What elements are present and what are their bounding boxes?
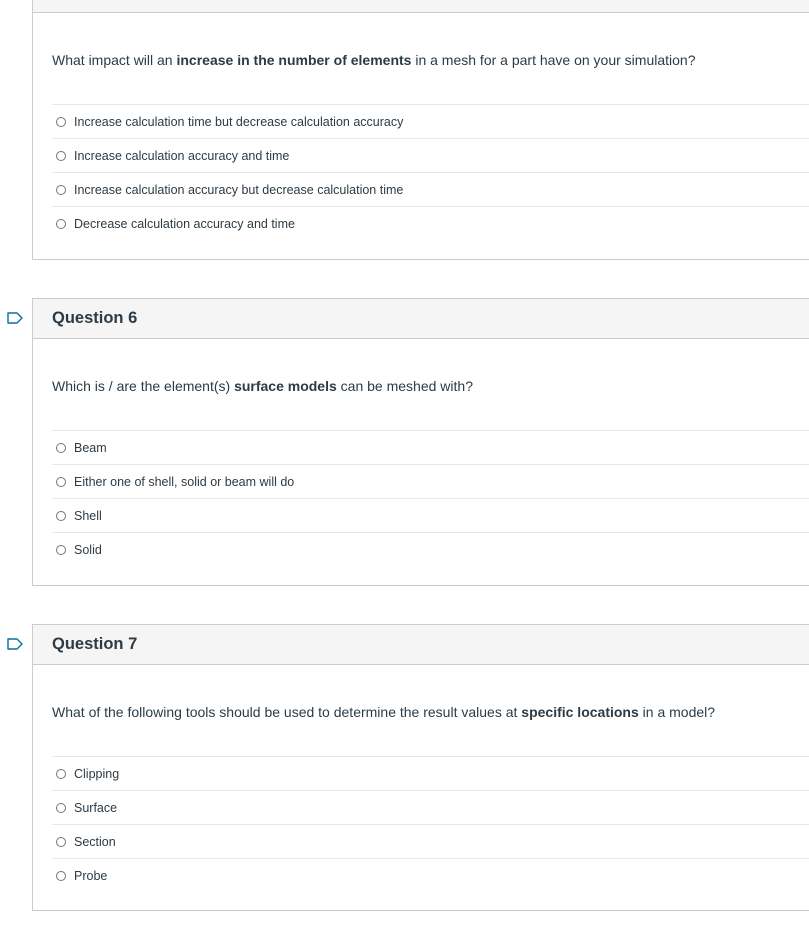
radio-button[interactable] bbox=[56, 477, 66, 487]
question-7-header bbox=[33, 625, 809, 665]
question-5-answers bbox=[52, 104, 809, 240]
radio-button[interactable] bbox=[56, 219, 66, 229]
question-6-card bbox=[32, 298, 809, 586]
answer-label: Either one of shell, solid or beam will do bbox=[74, 474, 295, 489]
question-7-card bbox=[32, 624, 809, 911]
question-6-header bbox=[33, 299, 809, 339]
flag-question-icon[interactable] bbox=[7, 638, 23, 650]
answer-option[interactable] bbox=[52, 138, 809, 172]
answer-option[interactable] bbox=[52, 532, 809, 566]
answer-label: Beam bbox=[74, 440, 107, 455]
answer-label: Increase calculation accuracy but decrease calculation time bbox=[74, 182, 404, 197]
question-5-card bbox=[32, 0, 809, 260]
answer-option[interactable] bbox=[52, 172, 809, 206]
answer-label: Increase calculation accuracy and time bbox=[74, 148, 290, 163]
answer-label: Probe bbox=[74, 868, 108, 883]
answer-option[interactable] bbox=[52, 430, 809, 464]
question-5-text: What impact will an increase in the number of elements in a mesh for a part have on your simulation? bbox=[52, 52, 696, 68]
radio-button[interactable] bbox=[56, 443, 66, 453]
answer-option[interactable] bbox=[52, 498, 809, 532]
question-6-title: Question 6 bbox=[52, 309, 138, 327]
radio-button[interactable] bbox=[56, 151, 66, 161]
answer-label: Clipping bbox=[74, 766, 120, 781]
answer-label: Decrease calculation accuracy and time bbox=[74, 216, 295, 231]
question-5-header bbox=[33, 0, 809, 13]
radio-button[interactable] bbox=[56, 837, 66, 847]
question-6-text: Which is / are the element(s) surface models can be meshed with? bbox=[52, 378, 473, 394]
question-7-text: What of the following tools should be used to determine the result values at specific locations in a model? bbox=[52, 704, 716, 720]
radio-button[interactable] bbox=[56, 117, 66, 127]
radio-button[interactable] bbox=[56, 185, 66, 195]
answer-option[interactable] bbox=[52, 206, 809, 240]
answer-option[interactable] bbox=[52, 756, 809, 790]
question-6-answers bbox=[52, 430, 809, 566]
answer-label: Section bbox=[74, 834, 116, 849]
answer-label: Surface bbox=[74, 800, 118, 815]
answer-option[interactable] bbox=[52, 104, 809, 138]
question-7-title: Question 7 bbox=[52, 635, 138, 653]
radio-button[interactable] bbox=[56, 545, 66, 555]
answer-label: Increase calculation time but decrease calculation accuracy bbox=[74, 114, 404, 129]
answer-label: Solid bbox=[74, 542, 102, 557]
answer-option[interactable] bbox=[52, 464, 809, 498]
question-7-answers bbox=[52, 756, 809, 892]
radio-button[interactable] bbox=[56, 769, 66, 779]
answer-option[interactable] bbox=[52, 858, 809, 892]
radio-button[interactable] bbox=[56, 803, 66, 813]
flag-question-icon[interactable] bbox=[7, 312, 23, 324]
answer-option[interactable] bbox=[52, 824, 809, 858]
answer-option[interactable] bbox=[52, 790, 809, 824]
answer-label: Shell bbox=[74, 508, 102, 523]
radio-button[interactable] bbox=[56, 871, 66, 881]
radio-button[interactable] bbox=[56, 511, 66, 521]
